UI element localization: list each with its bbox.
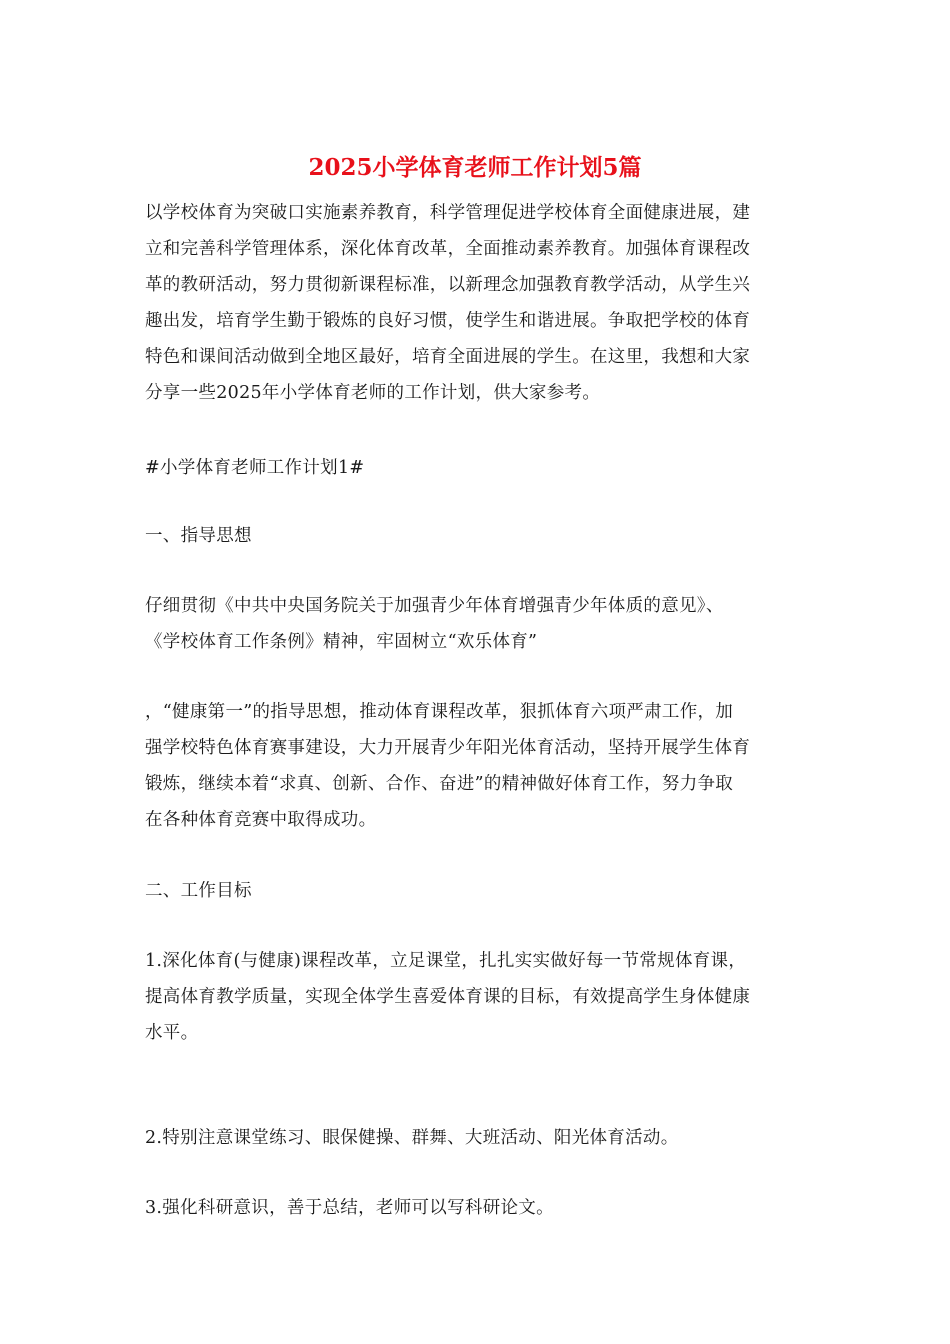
goal-item-1	[145, 943, 810, 1051]
intro-line: 分享一些2025年小学体育老师的工作计划，供大家参考。	[145, 383, 601, 403]
plan-heading-text: #小学体育老师工作计划1#	[145, 458, 365, 478]
intro-paragraph	[145, 195, 810, 411]
goal-line: 水平。	[145, 1023, 199, 1043]
section-heading-work-goals	[145, 873, 810, 909]
section-heading-guiding-ideology	[145, 518, 810, 554]
goal-line: 提高体育教学质量，实现全体学生喜爱体育课的目标，有效提高学生身体健康	[145, 987, 751, 1007]
intro-line: 趣出发，培育学生勤于锻炼的良好习惯，使学生和谐进展。争取把学校的体育	[145, 311, 751, 331]
plan-heading	[145, 450, 810, 486]
document-title: 2025小学体育老师工作计划5篇	[308, 154, 642, 181]
goal-item-3	[145, 1190, 810, 1226]
paragraph-line: 仔细贯彻《中共中央国务院关于加强青少年体育增强青少年体质的意见》、	[145, 596, 724, 616]
goal-item-2	[145, 1120, 810, 1156]
goal-line: 2.特别注意课堂练习、眼保健操、群舞、大班活动、阳光体育活动。	[145, 1128, 679, 1148]
paragraph-line: ，“健康第一”的指导思想，推动体育课程改革，狠抓体育六项严肃工作，加	[145, 702, 734, 722]
section-heading-text: 一、指导思想	[145, 526, 252, 546]
paragraph-line: 《学校体育工作条例》精神，牢固树立“欢乐体育”	[145, 632, 538, 652]
guiding-paragraph-1	[145, 588, 810, 660]
intro-line: 革的教研活动，努力贯彻新课程标准，以新理念加强教育教学活动，从学生兴	[145, 275, 751, 295]
intro-line: 以学校体育为突破口实施素养教育，科学管理促进学校体育全面健康进展，建	[145, 203, 751, 223]
goal-line: 3.强化科研意识，善于总结，老师可以写科研论文。	[145, 1198, 554, 1218]
paragraph-line: 在各种体育竞赛中取得成功。	[145, 810, 377, 830]
intro-line: 立和完善科学管理体系，深化体育改革，全面推动素养教育。加强体育课程改	[145, 239, 751, 259]
paragraph-line: 强学校特色体育赛事建设，大力开展青少年阳光体育活动，坚持开展学生体育	[145, 738, 751, 758]
section-heading-text: 二、工作目标	[145, 881, 252, 901]
guiding-paragraph-2	[145, 694, 810, 838]
intro-line: 特色和课间活动做到全地区最好，培育全面进展的学生。在这里，我想和大家	[145, 347, 751, 367]
paragraph-line: 锻炼，继续本着“求真、创新、合作、奋进”的精神做好体育工作，努力争取	[145, 774, 734, 794]
goal-line: 1.深化体育(与健康)课程改革，立足课堂，扎扎实实做好每一节常规体育课，	[145, 951, 747, 971]
